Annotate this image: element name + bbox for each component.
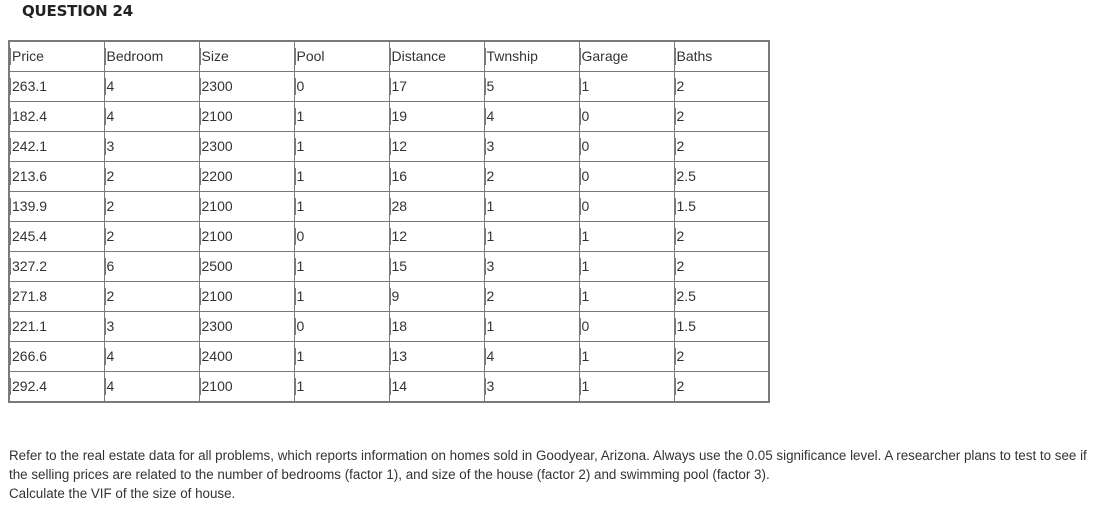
table-cell-value: 1 [296, 108, 305, 124]
table-cell-value: 2 [676, 378, 685, 394]
table-cell-value: 1 [581, 288, 590, 304]
table-cell [389, 342, 484, 372]
table-cell-value: 16 [391, 168, 408, 184]
table-cell [389, 192, 484, 222]
table-cell-value: 4 [486, 348, 495, 364]
table-cell [484, 132, 579, 162]
table-cell-value: 0 [581, 108, 590, 124]
table-cell [104, 222, 199, 252]
table-cell [579, 282, 674, 312]
table-cell [579, 132, 674, 162]
table-cell [294, 252, 389, 282]
table-cell-value: 2 [676, 108, 685, 124]
column-header [579, 41, 674, 72]
table-cell [294, 192, 389, 222]
table-cell-value: 2 [106, 198, 115, 214]
table-cell-value: 2.5 [676, 168, 696, 184]
column-header [674, 41, 769, 72]
table-cell [294, 222, 389, 252]
table-cell-value: 2300 [201, 318, 233, 334]
table-cell-value: 1 [296, 168, 305, 184]
table-row [9, 312, 769, 342]
table-cell-value: 263.1 [12, 78, 48, 94]
table-cell-value: 14 [391, 378, 408, 394]
table-cell [104, 252, 199, 282]
table-cell [579, 72, 674, 102]
table-cell-value: 0 [296, 78, 305, 94]
table-cell [389, 72, 484, 102]
table-cell-value: 182.4 [12, 108, 48, 124]
table-cell [199, 132, 294, 162]
table-cell-value: 1 [486, 228, 495, 244]
table-cell-value: 0 [296, 228, 305, 244]
column-header-label: Distance [391, 48, 446, 64]
table-cell-value: 1 [486, 198, 495, 214]
table-cell-value: 1.5 [676, 198, 696, 214]
table-cell-value: 19 [391, 108, 408, 124]
table-cell-value: 0 [581, 168, 590, 184]
table-cell [389, 102, 484, 132]
table-cell-value: 2100 [201, 108, 233, 124]
table-row [9, 342, 769, 372]
table-cell [104, 312, 199, 342]
table-cell [199, 282, 294, 312]
table-cell-value: 1 [581, 258, 590, 274]
table-cell-value: 3 [486, 138, 495, 154]
table-cell-value: 242.1 [12, 138, 48, 154]
table-cell-value: 1 [296, 288, 305, 304]
table-cell [389, 312, 484, 342]
table-cell [199, 252, 294, 282]
table-cell [674, 342, 769, 372]
table-cell [579, 372, 674, 403]
table-cell-value: 2100 [201, 198, 233, 214]
column-header-label: Price [12, 48, 44, 64]
table-cell-value: 1 [581, 228, 590, 244]
table-cell [484, 252, 579, 282]
table-cell-value: 292.4 [12, 378, 48, 394]
table-cell-value: 2 [676, 258, 685, 274]
table-cell [9, 222, 104, 252]
table-cell-value: 1.5 [676, 318, 696, 334]
table-cell [104, 132, 199, 162]
table-cell [674, 222, 769, 252]
table-cell-value: 1 [581, 78, 590, 94]
column-header-label: Baths [676, 48, 713, 64]
table-cell-value: 12 [391, 228, 408, 244]
table-cell-value: 1 [296, 258, 305, 274]
column-header [294, 41, 389, 72]
table-cell-value: 2100 [201, 288, 233, 304]
table-cell-value: 1 [296, 198, 305, 214]
problem-description: Refer to the real estate data for all problems, which reports information on homes sold in Goodyear, Arizona. Always use the 0.05 significance level. A researcher plans to test to see if the selling prices are related to the number of bedrooms (factor 1), and size of the house (factor 2) and swimming pool (factor 3). [9, 448, 1087, 482]
table-cell-value: 9 [391, 288, 400, 304]
table-cell-value: 3 [486, 378, 495, 394]
table-cell [674, 252, 769, 282]
table-cell [484, 72, 579, 102]
table-cell [674, 372, 769, 403]
table-cell [9, 162, 104, 192]
table-cell [104, 102, 199, 132]
table-row [9, 102, 769, 132]
table-row [9, 72, 769, 102]
table-cell-value: 4 [106, 348, 115, 364]
table-cell-value: 2 [486, 288, 495, 304]
table-cell-value: 2500 [201, 258, 233, 274]
table-cell [484, 102, 579, 132]
table-cell [484, 162, 579, 192]
table-cell-value: 3 [106, 138, 115, 154]
table-cell-value: 2300 [201, 78, 233, 94]
column-header-label: Pool [296, 48, 325, 64]
table-header-row [9, 41, 769, 72]
table-row [9, 252, 769, 282]
table-cell-value: 245.4 [12, 228, 48, 244]
table-cell [294, 342, 389, 372]
table-cell-value: 3 [486, 258, 495, 274]
table-cell [674, 282, 769, 312]
table-cell-value: 2200 [201, 168, 233, 184]
table-cell-value: 17 [391, 78, 408, 94]
table-row [9, 162, 769, 192]
question-title: QUESTION 24 [22, 2, 133, 20]
column-header-label: Bedroom [106, 48, 164, 64]
table-cell [389, 132, 484, 162]
table-cell-value: 2 [676, 348, 685, 364]
column-header [104, 41, 199, 72]
column-header [389, 41, 484, 72]
table-cell [294, 72, 389, 102]
table-cell [199, 192, 294, 222]
table-cell [674, 102, 769, 132]
table-cell [199, 372, 294, 403]
table-cell-value: 0 [296, 318, 305, 334]
table-cell-value: 2 [106, 228, 115, 244]
table-cell-value: 1 [296, 348, 305, 364]
table-cell [9, 252, 104, 282]
table-cell-value: 4 [106, 78, 115, 94]
table-row [9, 132, 769, 162]
table-row [9, 192, 769, 222]
table-row [9, 222, 769, 252]
table-cell [294, 132, 389, 162]
table-cell [9, 102, 104, 132]
table-cell-value: 1 [581, 348, 590, 364]
table-cell-value: 2100 [201, 228, 233, 244]
table-cell [579, 102, 674, 132]
table-cell [294, 102, 389, 132]
table-cell-value: 5 [486, 78, 495, 94]
table-cell [579, 222, 674, 252]
table-cell-value: 4 [486, 108, 495, 124]
table-cell [294, 372, 389, 403]
table-cell-value: 1 [296, 138, 305, 154]
column-header-label: Size [201, 48, 229, 64]
table-cell-value: 4 [106, 378, 115, 394]
table-cell-value: 12 [391, 138, 408, 154]
table-cell-value: 1 [296, 378, 305, 394]
table-cell [9, 342, 104, 372]
table-cell-value: 2 [676, 138, 685, 154]
table-row [9, 282, 769, 312]
table-cell [104, 282, 199, 312]
table-cell [199, 342, 294, 372]
column-header [199, 41, 294, 72]
table-cell-value: 0 [581, 198, 590, 214]
table-cell [199, 222, 294, 252]
table-cell [674, 312, 769, 342]
table-cell [104, 342, 199, 372]
table-cell [294, 312, 389, 342]
column-header-label: Garage [581, 48, 629, 64]
table-cell [579, 252, 674, 282]
table-cell-value: 0 [581, 138, 590, 154]
table-cell [674, 132, 769, 162]
table-cell-value: 139.9 [12, 198, 48, 214]
table-cell [389, 222, 484, 252]
table-cell-value: 3 [106, 318, 115, 334]
table-cell [9, 192, 104, 222]
table-cell-value: 4 [106, 108, 115, 124]
table-cell [199, 102, 294, 132]
table-cell [674, 192, 769, 222]
table-cell [579, 162, 674, 192]
table-cell [484, 342, 579, 372]
table-cell-value: 2 [486, 168, 495, 184]
table-cell-value: 15 [391, 258, 408, 274]
table-cell [9, 132, 104, 162]
real-estate-data-table [8, 40, 770, 403]
table-cell-value: 2400 [201, 348, 233, 364]
table-cell [579, 312, 674, 342]
table-cell-value: 266.6 [12, 348, 48, 364]
table-cell [104, 192, 199, 222]
table-cell [104, 72, 199, 102]
table-cell [199, 312, 294, 342]
table-cell [484, 372, 579, 403]
table-cell-value: 327.2 [12, 258, 48, 274]
table-cell-value: 2 [676, 228, 685, 244]
table-cell-value: 13 [391, 348, 408, 364]
table-cell [9, 282, 104, 312]
table-cell [484, 312, 579, 342]
table-cell [199, 162, 294, 192]
table-cell [9, 372, 104, 403]
table-cell [104, 162, 199, 192]
table-row [9, 372, 769, 403]
table-cell [389, 162, 484, 192]
table-cell [9, 72, 104, 102]
table-cell [674, 162, 769, 192]
table-cell-value: 28 [391, 198, 408, 214]
table-cell-value: 0 [581, 318, 590, 334]
table-body [9, 41, 769, 402]
table-cell-value: 18 [391, 318, 408, 334]
question-prompt: Calculate the VIF of the size of house. [9, 486, 236, 501]
table-cell [579, 342, 674, 372]
table-cell-value: 6 [106, 258, 115, 274]
table-cell [104, 372, 199, 403]
table-cell-value: 2.5 [676, 288, 696, 304]
table-cell-value: 1 [581, 378, 590, 394]
table-cell [484, 222, 579, 252]
table-cell [9, 312, 104, 342]
table-cell-value: 2100 [201, 378, 233, 394]
table-cell-value: 213.6 [12, 168, 48, 184]
table-cell-value: 2 [106, 288, 115, 304]
table-cell [389, 252, 484, 282]
table-cell [674, 72, 769, 102]
table-cell-value: 2300 [201, 138, 233, 154]
column-header [484, 41, 579, 72]
table-cell [389, 372, 484, 403]
table-cell-value: 1 [486, 318, 495, 334]
column-header-label: Twnship [486, 48, 538, 64]
table-cell [294, 282, 389, 312]
table-cell-value: 2 [676, 78, 685, 94]
table-cell-value: 271.8 [12, 288, 48, 304]
table-cell [579, 192, 674, 222]
table-cell [484, 192, 579, 222]
table-cell-value: 221.1 [12, 318, 48, 334]
table-cell [294, 162, 389, 192]
table-cell [199, 72, 294, 102]
table-cell-value: 2 [106, 168, 115, 184]
table-cell [484, 282, 579, 312]
table-cell [389, 282, 484, 312]
column-header [9, 41, 104, 72]
